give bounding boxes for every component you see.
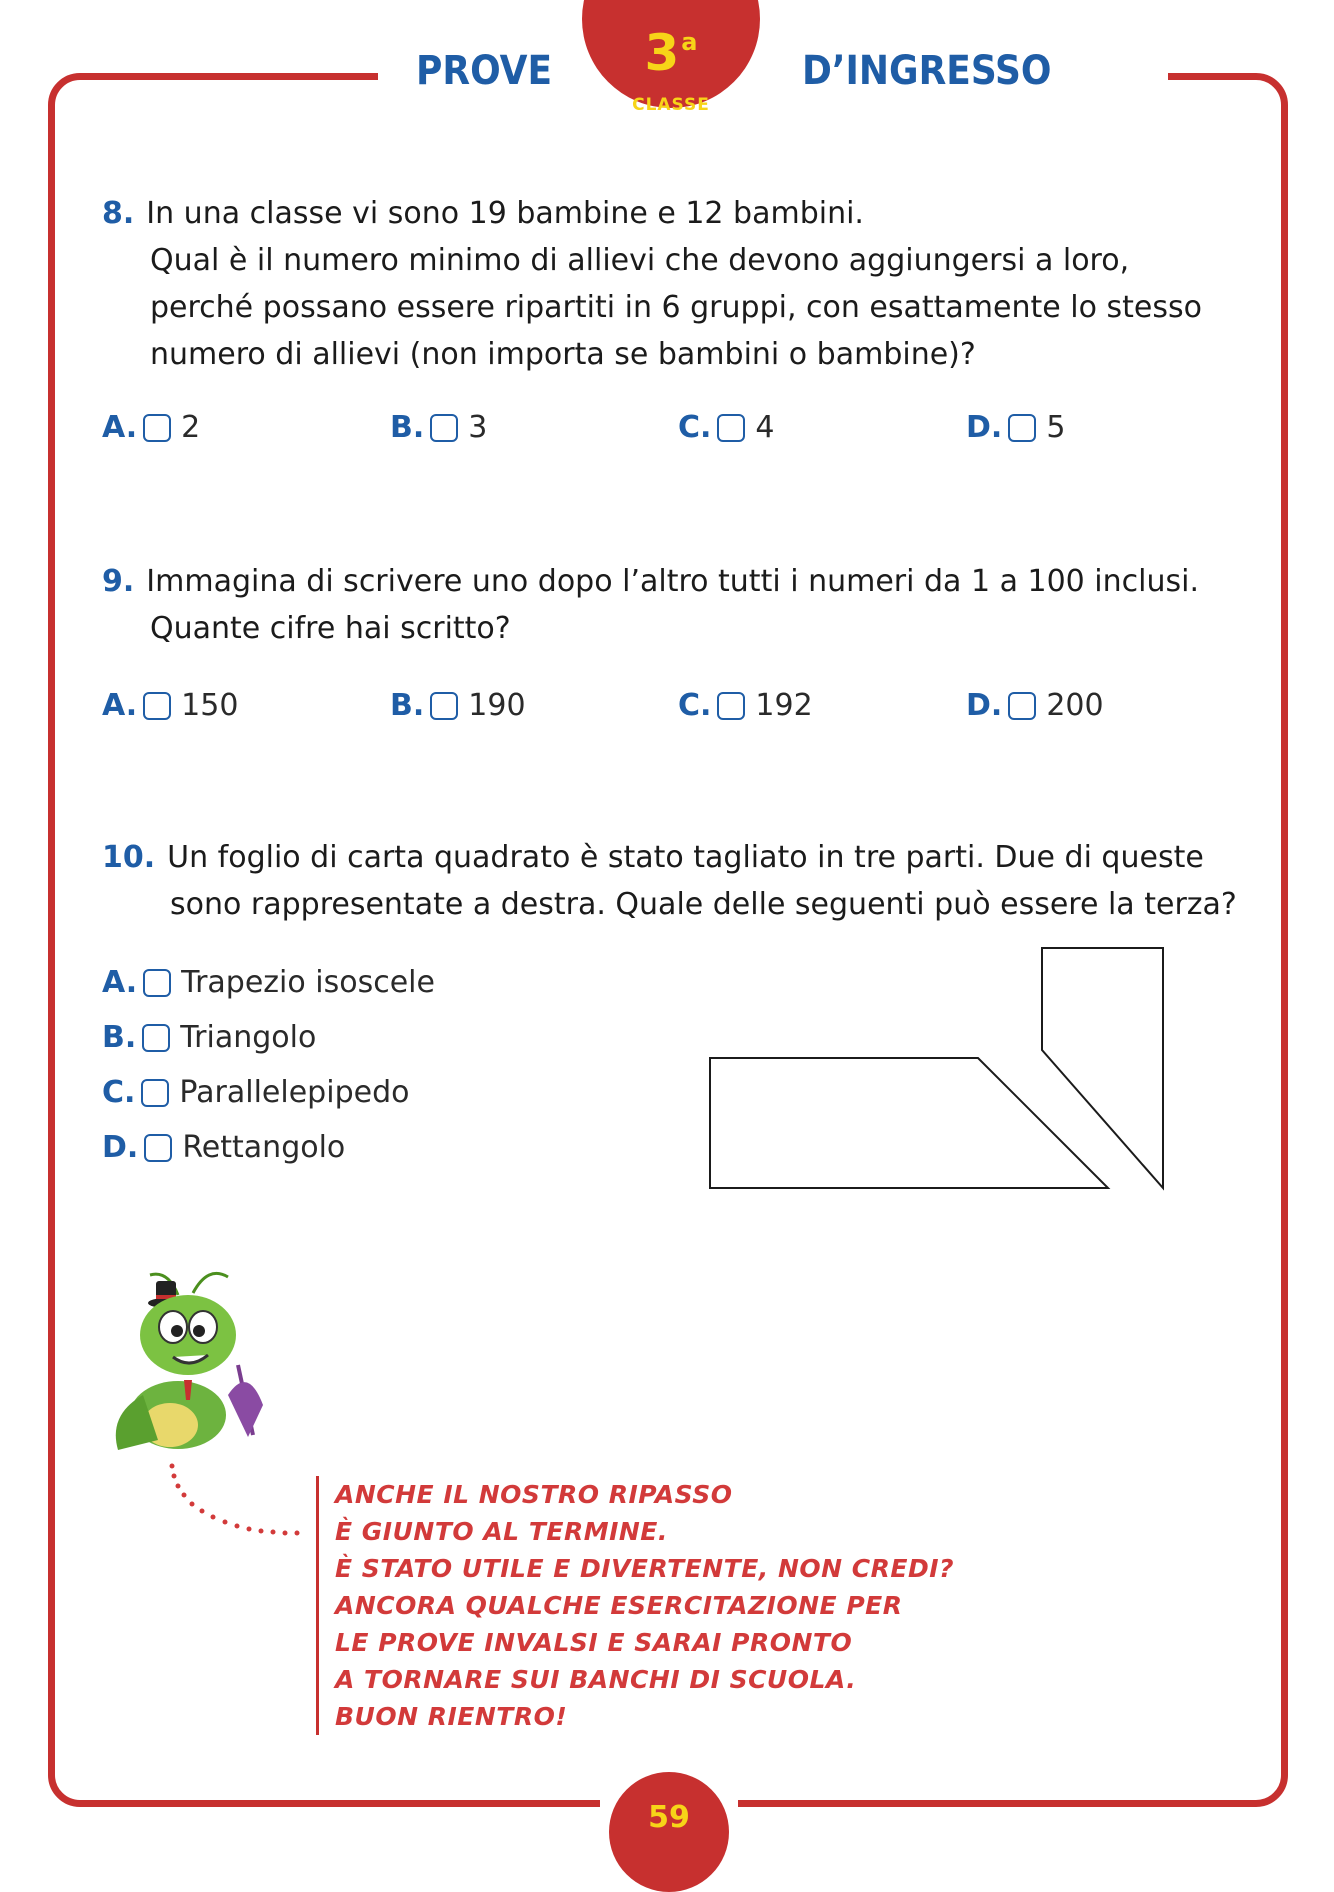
option-text: 190 — [468, 688, 526, 723]
option-letter: B. — [390, 410, 425, 445]
option-text: 150 — [181, 688, 239, 723]
option-letter: D. — [102, 1130, 139, 1165]
checkbox[interactable] — [144, 1134, 172, 1162]
checkbox[interactable] — [430, 692, 458, 720]
question-number: 10. — [102, 840, 156, 875]
checkbox[interactable] — [143, 692, 171, 720]
q9-option-a[interactable] — [102, 688, 238, 723]
q8-option-a[interactable] — [102, 410, 200, 445]
option-letter: C. — [678, 410, 712, 445]
q8-option-c[interactable] — [678, 410, 775, 445]
question-text: perché possano essere ripartiti in 6 gruppi, con esattamente lo stesso — [150, 290, 1202, 325]
question-number: 9. — [102, 564, 135, 599]
q9-option-d[interactable] — [966, 688, 1104, 723]
q9-option-b[interactable] — [390, 688, 526, 723]
question-9 — [102, 558, 1199, 652]
option-text: 4 — [755, 410, 775, 445]
q10-option-c[interactable] — [102, 1075, 409, 1110]
page-number: 59 — [648, 1800, 690, 1835]
speech-line: BUON RIENTRO! — [335, 1702, 568, 1731]
option-text: Trapezio isoscele — [181, 965, 435, 1000]
piece-pentagon — [1042, 948, 1163, 1188]
question-text: Qual è il numero minimo di allievi che devono aggiungersi a loro, — [150, 243, 1130, 278]
q10-option-a[interactable] — [102, 965, 435, 1000]
cricket-mascot-illustration — [98, 1265, 268, 1455]
question-number: 8. — [102, 196, 135, 231]
question-text: numero di allievi (non importa se bambini o bambine)? — [150, 337, 976, 372]
checkbox[interactable] — [143, 414, 171, 442]
checkbox[interactable] — [1008, 414, 1036, 442]
checkbox[interactable] — [717, 692, 745, 720]
option-text: Parallelepipedo — [179, 1075, 410, 1110]
checkbox[interactable] — [143, 969, 171, 997]
speech-line: È STATO UTILE E DIVERTENTE, NON CREDI? — [335, 1554, 955, 1583]
q10-option-d[interactable] — [102, 1130, 345, 1165]
question-text: sono rappresentate a destra. Quale delle seguenti può essere la terza? — [170, 887, 1237, 922]
checkbox[interactable] — [142, 1024, 170, 1052]
header-title-right: D’INGRESSO — [802, 48, 1052, 94]
piece-trapezoid — [710, 1058, 1108, 1188]
option-letter: A. — [102, 688, 138, 723]
q8-option-d[interactable] — [966, 410, 1065, 445]
speech-line: ANCHE IL NOSTRO RIPASSO — [335, 1480, 733, 1509]
header-title-left: PROVE — [416, 48, 553, 94]
paper-pieces-figure — [700, 938, 1180, 1198]
question-text: In una classe vi sono 19 bambine e 12 bambini. — [146, 196, 864, 231]
option-text: 2 — [181, 410, 201, 445]
option-text: 5 — [1046, 410, 1066, 445]
option-letter: B. — [390, 688, 425, 723]
question-text: Quante cifre hai scritto? — [150, 611, 511, 646]
page-number-badge — [609, 1772, 729, 1892]
option-letter: D. — [966, 410, 1003, 445]
option-letter: C. — [102, 1075, 136, 1110]
option-text: Rettangolo — [182, 1130, 346, 1165]
question-text: Un foglio di carta quadrato è stato tagliato in tre parti. Due di queste — [167, 840, 1204, 875]
dotted-speech-line — [160, 1460, 310, 1545]
speech-line: LE PROVE INVALSI E SARAI PRONTO — [335, 1628, 853, 1657]
q10-option-b[interactable] — [102, 1020, 316, 1055]
checkbox[interactable] — [430, 414, 458, 442]
speech-line: A TORNARE SUI BANCHI DI SCUOLA. — [335, 1665, 857, 1694]
option-text: 200 — [1046, 688, 1104, 723]
question-text: Immagina di scrivere uno dopo l’altro tutti i numeri da 1 a 100 inclusi. — [146, 564, 1199, 599]
q9-option-c[interactable] — [678, 688, 813, 723]
option-letter: A. — [102, 965, 138, 1000]
option-text: 3 — [468, 410, 488, 445]
class-label: CLASSE — [632, 95, 710, 115]
option-letter: B. — [102, 1020, 137, 1055]
checkbox[interactable] — [1008, 692, 1036, 720]
option-letter: A. — [102, 410, 138, 445]
option-letter: D. — [966, 688, 1003, 723]
question-10 — [102, 834, 1237, 928]
q8-option-b[interactable] — [390, 410, 487, 445]
option-letter: C. — [678, 688, 712, 723]
checkbox[interactable] — [717, 414, 745, 442]
mascot-speech — [316, 1476, 954, 1735]
option-text: 192 — [755, 688, 813, 723]
checkbox[interactable] — [141, 1079, 169, 1107]
question-8 — [102, 190, 1202, 378]
option-text: Triangolo — [180, 1020, 317, 1055]
speech-line: ANCORA QUALCHE ESERCITAZIONE PER — [335, 1591, 903, 1620]
speech-line: È GIUNTO AL TERMINE. — [335, 1517, 668, 1546]
class-number: 3$^a$ — [644, 24, 698, 82]
